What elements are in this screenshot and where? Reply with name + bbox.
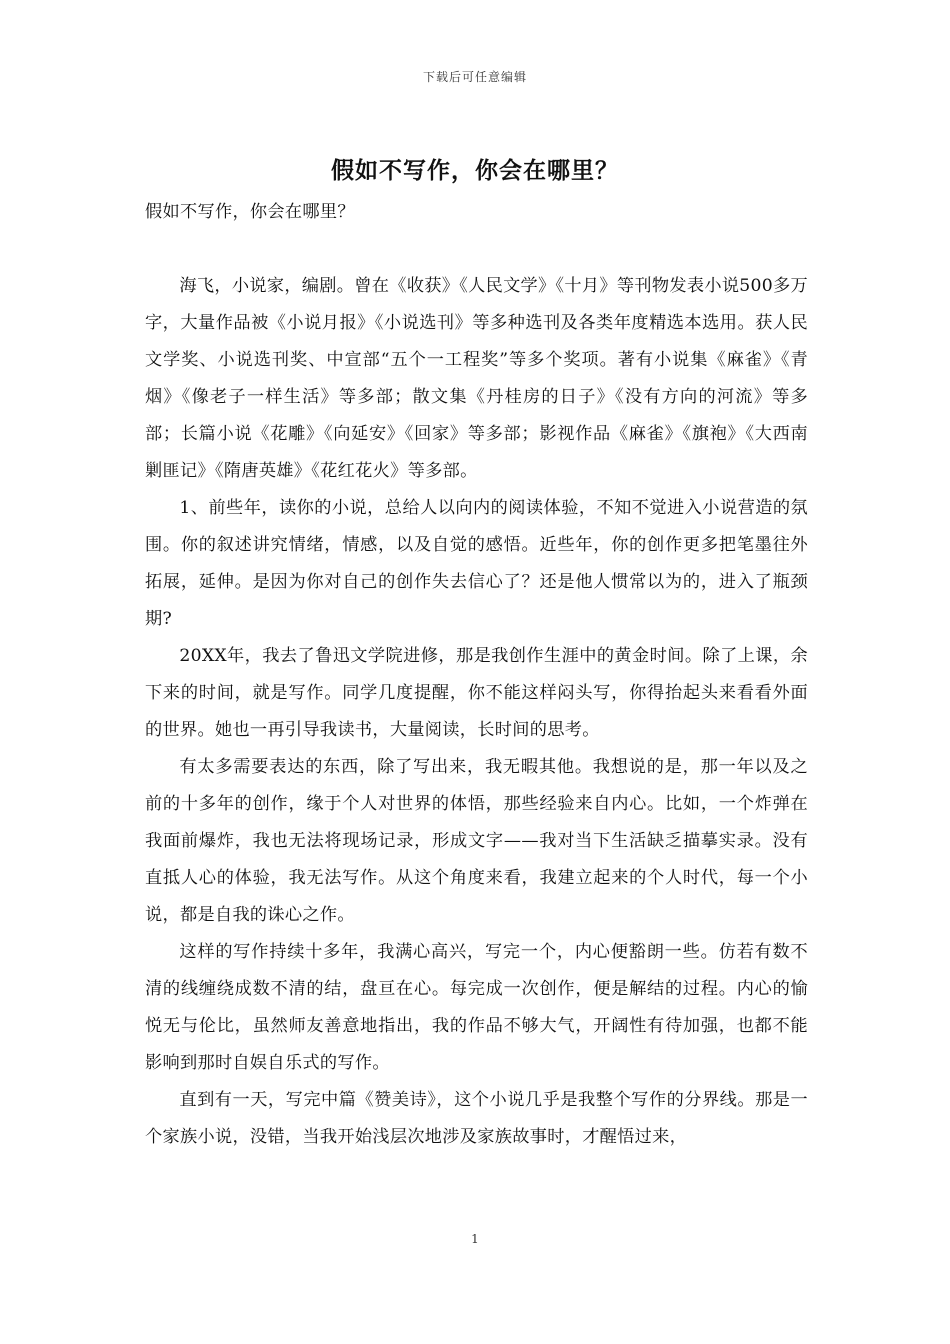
page-number: 1	[471, 1232, 479, 1246]
paragraph-answer-3: 这样的写作持续十多年，我满心高兴，写完一个，内心便豁朗一些。仿若有数不清的线缠绕成数不清的结，盘亘在心。每完成一次创作，便是解结的过程。内心的愉悦无与伦比，虽然师友善意地指出，我的作品不够大气，开阔性有待加强，也都不能影响到那时自娱自乐式的写作。	[145, 942, 808, 1073]
document-title: 假如不写作，你会在哪里？	[331, 157, 619, 184]
document-body	[145, 194, 808, 1156]
paragraph-question-1: 1、前些年，读你的小说，总给人以向内的阅读体验，不知不觉进入小说营造的氛围。你的叙述讲究情绪，情感，以及自觉的感悟。近些年，你的创作更多把笔墨往外拓展，延伸。是因为你对自己的创作失去信心了？还是他人惯常以为的，进入了瓶颈期?	[145, 498, 808, 629]
paragraph-answer-4: 直到有一天，写完中篇《赞美诗》，这个小说几乎是我整个写作的分界线。那是一个家族小说，没错，当我开始浅层次地涉及家族故事时，才醒悟过来，	[145, 1090, 808, 1147]
document-subtitle: 假如不写作，你会在哪里？	[145, 202, 355, 222]
page-header: 下载后可任意编辑	[422, 70, 527, 84]
paragraph-answer-2: 有太多需要表达的东西，除了写出来，我无暇其他。我想说的是，那一年以及之前的十多年的创作，缘于个人对世界的体悟，那些经验来自内心。比如，一个炸弹在我面前爆炸，我也无法将现场记录，形成文字——我对当下生活缺乏描摹实录。没有直抵人心的体验，我无法写作。从这个角度来看，我建立起来的个人时代，每一个小说，都是自我的诛心之作。	[145, 757, 808, 925]
paragraph-author-bio: 海飞，小说家，编剧。曾在《收获》《人民文学》《十月》等刊物发表小说500多万字，大量作品被《小说月报》《小说选刊》等多种选刊及各类年度精选本选用。获人民文学奖、小说选刊奖、中宣部“五个一工程奖”等多个奖项。著有小说集《麻雀》《青烟》《像老子一样生活》等多部；散文集《丹桂房的日子》《没有方向的河流》等多部；长篇小说《花雕》《向延安》《回家》等多部；影视作品《麻雀》《旗袍》《大西南剿匪记》《隋唐英雄》《花红花火》等多部。	[145, 276, 808, 481]
paragraph-answer-1: 20XX年，我去了鲁迅文学院进修，那是我创作生涯中的黄金时间。除了上课，余下来的时间，就是写作。同学几度提醒，你不能这样闷头写，你得抬起头来看看外面的世界。她也一再引导我读书，大量阅读，长时间的思考。	[145, 646, 808, 740]
